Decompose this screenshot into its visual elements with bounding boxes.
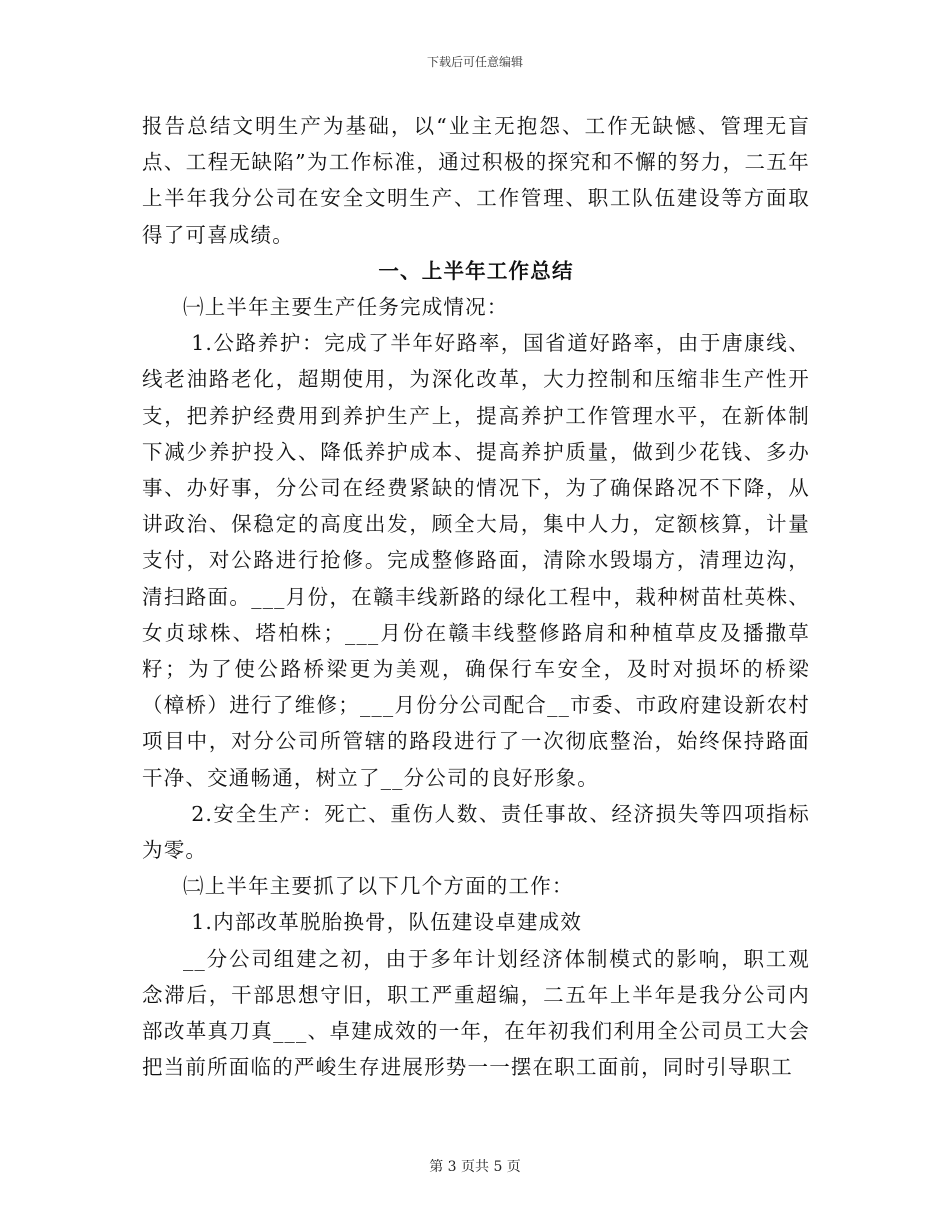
subheading-1: ㈠上半年主要生产任务完成情况： <box>183 295 509 320</box>
header-note: 下载后可任意编辑 <box>426 55 523 69</box>
item-safety-production: 2.安全生产：死亡、重伤人数、责任事故、经济损失等四项指标为零。 <box>142 801 810 863</box>
item-internal-reform: 1.内部改革脱胎换骨，队伍建设卓建成效 <box>191 910 583 935</box>
paragraph-reform-detail: __分公司组建之初，由于多年计划经济体制模式的影响，职工观念滞后，干部思想守旧，职工严重超编，二五年上半年是我分公司内部改革真刀真___、卓建成效的一年，在年初我们利用全公司员工大会把当前所面临的严峻生存进展形势一一摆在职工面前，同时引导职工 <box>142 946 810 1080</box>
item-road-maintenance: 1.公路养护：完成了半年好路率，国省道好路率，由于唐康线、线老油路老化，超期使用，为深化改革，大力控制和压缩非生产性开支，把养护经费用到养护生产上，提高养护工作管理水平，在新体制下减少养护投入、降低养护成本、提高养护质量，做到少花钱、多办事、办好事，分公司在经费紧缺的情况下，为了确保路况不下降，从讲政治、保稳定的高度出发，顾全大局，集中人力，定额核算，计量支付，对公路进行抢修。完成整修路面，清除水毁塌方，清理边沟，清扫路面。___月份，在赣丰线新路的绿化工程中，栽种树苗杜英株、女贞球株、塔柏株；___月份在赣丰线整修路肩和种植草皮及播撒草籽；为了使公路桥梁更为美观，确保行车安全，及时对损坏的桥梁（樟桥）进行了维修；___月份分公司配合__市委、市政府建设新农村项目中，对分公司所管辖的路段进行了一次彻底整治，始终保持路面干净、交通畅通，树立了__分公司的良好形象。 <box>142 331 810 790</box>
subheading-2: ㈡上半年主要抓了以下几个方面的工作： <box>183 874 574 899</box>
section-heading: 一、上半年工作总结 <box>378 258 574 283</box>
document-body <box>142 108 810 1085</box>
paragraph-intro: 报告总结文明生产为基础，以“业主无抱怨、工作无缺憾、管理无盲点、工程无缺陷”为工作标准，通过积极的探究和不懈的努力，二五年上半年我分公司在安全文明生产、工作管理、职工队伍建设等方面取得了可喜成绩。 <box>142 114 810 247</box>
page-number: 第 3 页共 5 页 <box>429 1159 521 1175</box>
